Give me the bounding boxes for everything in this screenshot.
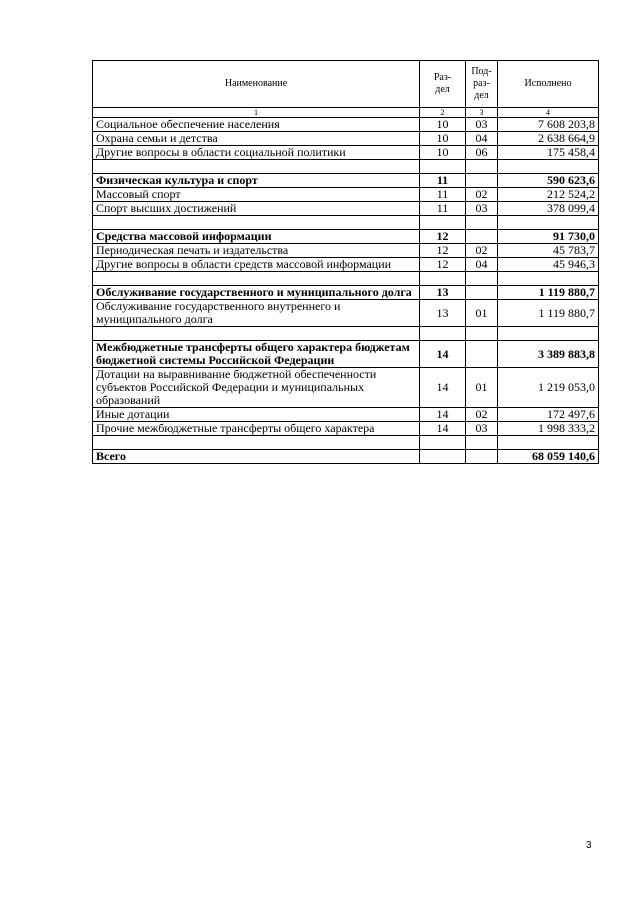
cell-subsection: 04 [466,132,498,146]
section-total-row [93,230,599,244]
cell-section: 11 [420,188,466,202]
header-done: Исполнено [498,61,599,108]
cell-section: 14 [420,408,466,422]
cell-section [420,327,466,341]
cell-name: Средства массовой информации [93,230,420,244]
cell-subsection [466,216,498,230]
cell-subsection: 04 [466,258,498,272]
cell-section: 12 [420,230,466,244]
cell-name [93,327,420,341]
cell-name: Спорт высших достижений [93,202,420,216]
cell-subsection: 02 [466,408,498,422]
cell-subsection [466,230,498,244]
cell-section: 14 [420,368,466,408]
cell-name [93,160,420,174]
table-row [93,118,599,132]
cell-section: 12 [420,244,466,258]
spacer-row [93,327,599,341]
table-row [93,368,599,408]
cell-done: 1 119 880,7 [498,286,599,300]
cell-name: Другие вопросы в области социальной политики [93,146,420,160]
page-number: 3 [586,840,592,851]
column-number: 4 [498,108,599,118]
cell-subsection: 02 [466,244,498,258]
header-name: Наименование [93,61,420,108]
cell-name: Физическая культура и спорт [93,174,420,188]
cell-name: Периодическая печать и издательства [93,244,420,258]
cell-done: 45 783,7 [498,244,599,258]
section-total-row [93,341,599,368]
cell-section: 13 [420,286,466,300]
cell-subsection: 03 [466,422,498,436]
cell-done [498,216,599,230]
cell-section [420,450,466,464]
column-number: 3 [466,108,498,118]
table-row [93,258,599,272]
cell-done: 590 623,6 [498,174,599,188]
cell-section: 10 [420,146,466,160]
cell-section: 10 [420,132,466,146]
cell-done [498,160,599,174]
cell-section: 13 [420,300,466,327]
cell-done: 1 219 053,0 [498,368,599,408]
cell-section: 14 [420,341,466,368]
table-row [93,408,599,422]
cell-section [420,160,466,174]
column-number: 2 [420,108,466,118]
cell-done: 172 497,6 [498,408,599,422]
cell-done: 2 638 664,9 [498,132,599,146]
cell-done: 3 389 883,8 [498,341,599,368]
cell-subsection: 01 [466,300,498,327]
cell-done [498,272,599,286]
cell-section: 11 [420,202,466,216]
cell-subsection [466,272,498,286]
section-total-row [93,174,599,188]
spacer-row [93,272,599,286]
cell-subsection: 03 [466,118,498,132]
cell-section [420,272,466,286]
cell-subsection [466,341,498,368]
cell-name: Социальное обеспечение населения [93,118,420,132]
cell-subsection [466,174,498,188]
cell-name: Охрана семьи и детства [93,132,420,146]
table-row [93,146,599,160]
cell-section: 10 [420,118,466,132]
cell-done [498,327,599,341]
cell-section [420,216,466,230]
cell-done: 378 099,4 [498,202,599,216]
section-total-row [93,286,599,300]
column-number: 1 [93,108,420,118]
header-subsection: Под- раз- дел [466,61,498,108]
cell-section: 12 [420,258,466,272]
table-row [93,132,599,146]
cell-done: 1 998 333,2 [498,422,599,436]
cell-subsection [466,327,498,341]
cell-name: Всего [93,450,420,464]
spacer-row [93,216,599,230]
cell-name: Другие вопросы в области средств массовой информации [93,258,420,272]
cell-name: Прочие межбюджетные трансферты общего характера [93,422,420,436]
column-number-row [93,108,599,118]
header-row [93,61,599,108]
table-body [93,118,599,464]
cell-done: 1 119 880,7 [498,300,599,327]
table-row [93,202,599,216]
cell-name: Иные дотации [93,408,420,422]
cell-section: 14 [420,422,466,436]
cell-done: 45 946,3 [498,258,599,272]
cell-subsection: 06 [466,146,498,160]
cell-subsection [466,436,498,450]
cell-name: Дотации на выравнивание бюджетной обеспеченности субъектов Российской Федерации и муниципальных образований [93,368,420,408]
cell-section: 11 [420,174,466,188]
cell-name: Обслуживание государственного внутреннего и муниципального долга [93,300,420,327]
cell-done: 212 524,2 [498,188,599,202]
table-row [93,188,599,202]
cell-name: Межбюджетные трансферты общего характера бюджетам бюджетной системы Российской Федерации [93,341,420,368]
cell-name [93,216,420,230]
cell-subsection [466,160,498,174]
cell-section [420,436,466,450]
header-section: Раз- дел [420,61,466,108]
table-row [93,244,599,258]
cell-done: 175 458,4 [498,146,599,160]
cell-name [93,272,420,286]
table-row [93,300,599,327]
cell-done [498,436,599,450]
cell-name [93,436,420,450]
cell-subsection: 01 [466,368,498,408]
cell-subsection: 03 [466,202,498,216]
cell-done: 91 730,0 [498,230,599,244]
cell-name: Обслуживание государственного и муниципального долга [93,286,420,300]
cell-name: Массовый спорт [93,188,420,202]
cell-subsection [466,286,498,300]
cell-done: 68 059 140,6 [498,450,599,464]
section-total-row [93,450,599,464]
spacer-row [93,436,599,450]
spacer-row [93,160,599,174]
table-row [93,422,599,436]
budget-table [92,60,599,464]
cell-done: 7 608 203,8 [498,118,599,132]
cell-subsection [466,450,498,464]
cell-subsection: 02 [466,188,498,202]
